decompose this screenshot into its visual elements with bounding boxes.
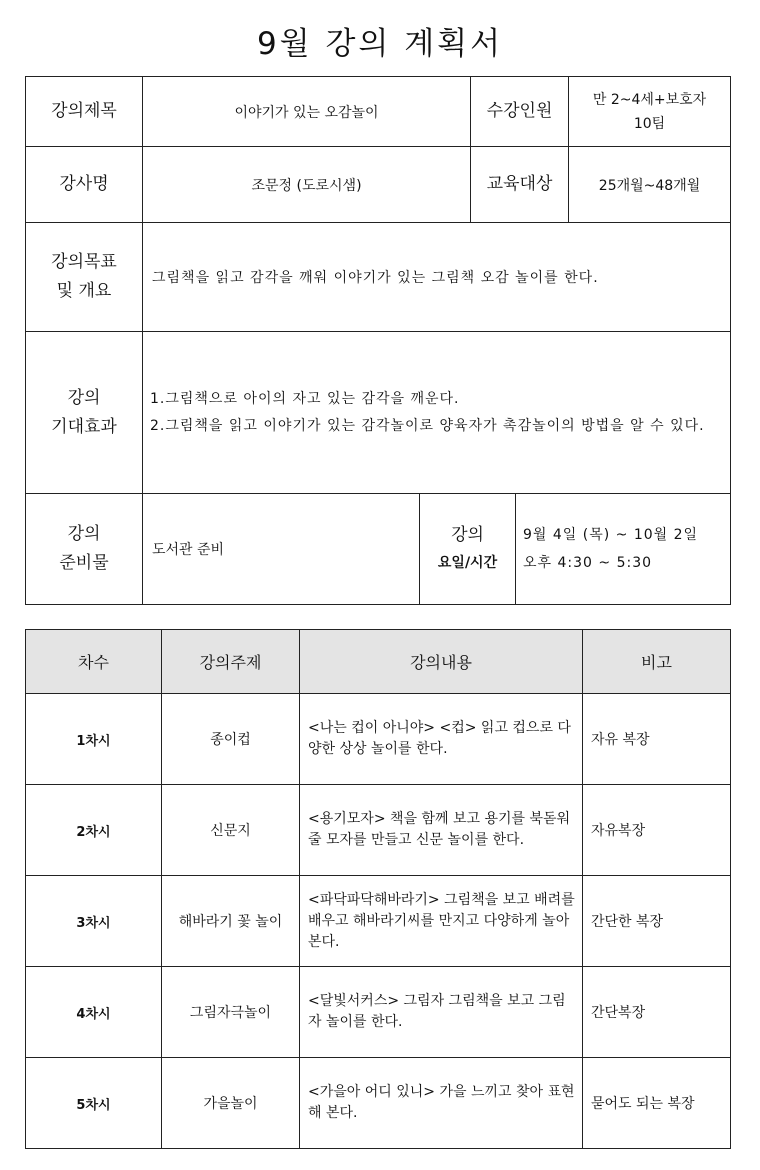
session-number: 3차시 <box>26 876 162 967</box>
session-number: 5차시 <box>26 1058 162 1149</box>
effect-label <box>26 332 143 494</box>
session-topic: 신문지 <box>162 785 300 876</box>
header-session: 차수 <box>26 630 162 694</box>
session-note: 묻어도 되는 복장 <box>583 1058 731 1149</box>
prep-label-line: 강의 <box>67 524 101 544</box>
effect-label-line: 강의 <box>67 387 101 408</box>
goal-text: 그림책을 읽고 감각을 깨워 이야기가 있는 그림책 오감 놀이를 한다. <box>143 223 731 332</box>
session-note: 간단한 복장 <box>583 876 731 967</box>
capacity-line: 만 2~4세+보호자 <box>592 91 707 108</box>
effect-text <box>143 332 731 494</box>
target-value: 25개월~48개월 <box>569 147 731 223</box>
goal-label-line: 강의목표 <box>51 252 117 272</box>
prep-label-line: 준비물 <box>59 553 109 573</box>
table-row <box>26 694 731 785</box>
session-content: <용기모자> 책을 함께 보고 용기를 북돋워 줄 모자를 만들고 신문 놀이를 한다. <box>300 785 583 876</box>
session-topic: 종이컵 <box>162 694 300 785</box>
capacity-value <box>569 77 731 147</box>
course-title: 이야기가 있는 오감놀이 <box>143 77 471 147</box>
session-schedule-table <box>25 629 731 1149</box>
table-row <box>26 785 731 876</box>
session-note: 간단복장 <box>583 967 731 1058</box>
course-info-table <box>25 76 731 605</box>
capacity-line: 10팀 <box>633 115 666 132</box>
effect-line: 1.그림책으로 아이의 자고 있는 감각을 깨운다. <box>150 390 460 407</box>
table-row <box>26 1058 731 1149</box>
header-content: 강의내용 <box>300 630 583 694</box>
session-content: <파닥파닥해바라기> 그림책을 보고 배려를 배우고 해바라기씨를 만지고 다양하게 놀아본다. <box>300 876 583 967</box>
session-number: 1차시 <box>26 694 162 785</box>
capacity-label: 수강인원 <box>471 77 569 147</box>
session-number: 2차시 <box>26 785 162 876</box>
schedule-line: 오후 4:30 ~ 5:30 <box>523 555 653 571</box>
schedule-value <box>516 494 731 605</box>
prep-value: 도서관 준비 <box>143 494 420 605</box>
effect-label-line: 기대효과 <box>51 416 117 437</box>
table-row <box>26 967 731 1058</box>
goal-label-line: 및 개요 <box>56 281 112 301</box>
session-note: 자유 복장 <box>583 694 731 785</box>
session-number: 4차시 <box>26 967 162 1058</box>
schedule-label-line: 강의 <box>451 525 484 545</box>
schedule-label <box>420 494 516 605</box>
session-topic: 해바라기 꽃 놀이 <box>162 876 300 967</box>
header-note: 비고 <box>583 630 731 694</box>
session-content: <가을아 어디 있니> 가을 느끼고 찾아 표현해 본다. <box>300 1058 583 1149</box>
schedule-line: 9월 4일 (목) ~ 10월 2일 <box>523 527 699 543</box>
session-topic: 가을놀이 <box>162 1058 300 1149</box>
effect-line: 2.그림책을 읽고 이야기가 있는 감각놀이로 양육자가 촉감놀이의 방법을 알 수 있다. <box>150 417 705 434</box>
schedule-label-line: 요일/시간 <box>437 555 498 571</box>
prep-label <box>26 494 143 605</box>
course-title-label: 강의제목 <box>26 77 143 147</box>
instructor-label: 강사명 <box>26 147 143 223</box>
table-row <box>26 876 731 967</box>
session-content: <나는 컵이 아니야> <컵> 읽고 컵으로 다양한 상상 놀이를 한다. <box>300 694 583 785</box>
instructor-name: 조문정 (도로시샘) <box>143 147 471 223</box>
page-title: 9월 강의 계획서 <box>256 26 504 62</box>
session-content: <달빛서커스> 그림자 그림책을 보고 그림자 놀이를 한다. <box>300 967 583 1058</box>
session-topic: 그림자극놀이 <box>162 967 300 1058</box>
header-topic: 강의주제 <box>162 630 300 694</box>
target-label: 교육대상 <box>471 147 569 223</box>
session-note: 자유복장 <box>583 785 731 876</box>
goal-label <box>26 223 143 332</box>
